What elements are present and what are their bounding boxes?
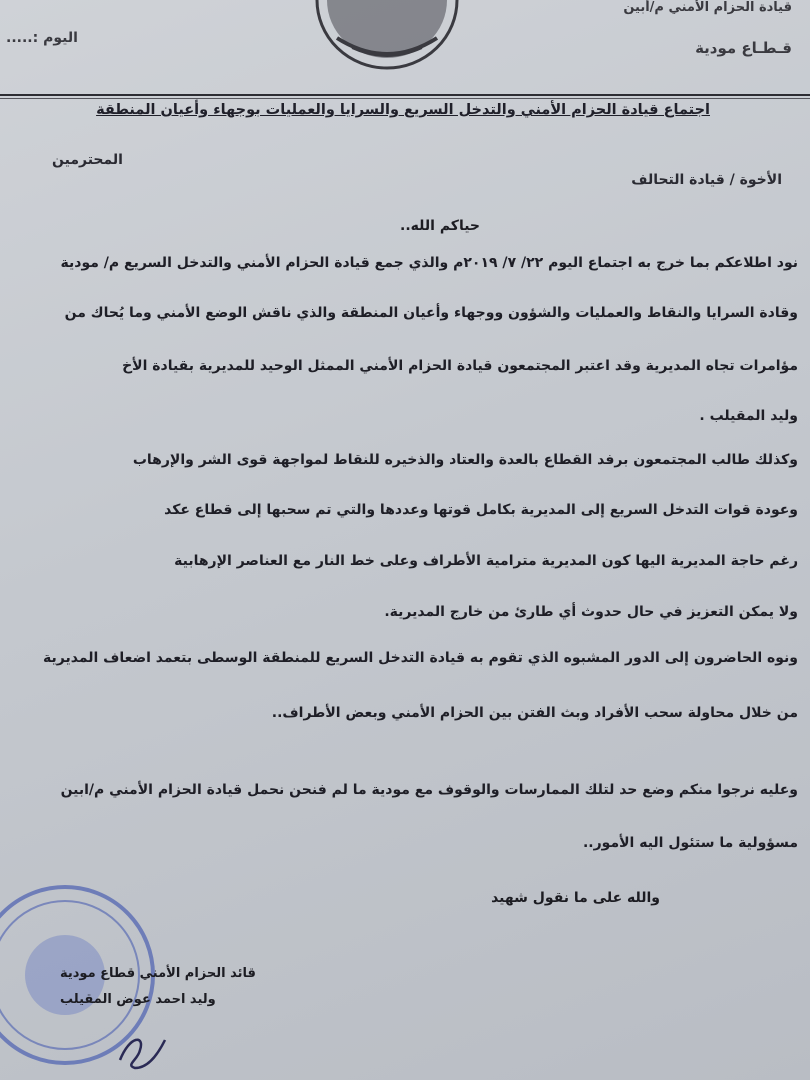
emblem-logo	[312, 0, 462, 72]
addressee: الأخوة / قيادة التحالف	[631, 172, 782, 188]
day-field: اليوم :.....	[6, 30, 78, 46]
body-line: مسؤولية ما ستئول اليه الأمور..	[582, 835, 798, 851]
header-divider-thin	[0, 98, 810, 99]
body-line: ولا يمكن التعزيز في حال حدوث أي طارئ من خارج المديرية.	[384, 604, 798, 620]
letterhead-right	[623, 0, 792, 57]
sector-name: قـطـاع مودية	[695, 39, 792, 57]
handwritten-signature	[110, 1030, 170, 1070]
body-line: نود اطلاعكم بما خرج به اجتماع اليوم ٢٢/ ٧/ ٢٠١٩م والذي جمع قيادة الحزام الأمني والتدخل السريع م/ مودية	[60, 255, 798, 271]
body-line: وقادة السرايا والنقاط والعمليات والشؤون ووجهاء وأعيان المنطقة والذي ناقش الوضع الأمني وما يُحاك من	[64, 305, 798, 321]
signature-name: وليد احمد عوض المقيلب	[60, 992, 216, 1007]
body-line: وليد المقيلب .	[699, 408, 798, 424]
body-line: ونوه الحاضرون إلى الدور المشبوه الذي تقوم به قيادة التدخل السريع للمنطقة الوسطى بتعمد اضعاف المديرية	[43, 650, 798, 666]
header-divider	[0, 94, 810, 96]
letter-subject: اجتماع قيادة الحزام الأمني والتدخل السريع والسرايا والعمليات بوجهاء وأعيان المنطقة	[96, 102, 710, 118]
salutation-respected: المحترمين	[52, 152, 123, 168]
body-line: وعودة قوات التدخل السريع إلى المديرية بكامل قوتها وعددها والتي تم سحبها إلى قطاع عكد	[164, 502, 798, 518]
greeting: حياكم الله..	[400, 218, 480, 234]
body-line: من خلال محاولة سحب الأفراد وبث الفتن بين الحزام الأمني وبعض الأطراف..	[271, 705, 798, 721]
closing-line: والله على ما نقول شهيد	[491, 890, 660, 906]
body-line: رغم حاجة المديرية اليها كون المديرية مترامية الأطراف وعلى خط النار مع العناصر الإرهابية	[174, 553, 798, 569]
unit-name: قيادة الحزام الأمني م/أبين	[623, 0, 792, 15]
body-line: وكذلك طالب المجتمعون برفد القطاع بالعدة والعتاد والذخيره للنقاط لمواجهة قوى الشر والإرهاب	[132, 452, 798, 468]
body-line: مؤامرات تجاه المديرية وقد اعتبر المجتمعون قيادة الحزام الأمني الممثل الوحيد للمديرية بقيادة الأخ	[122, 358, 798, 374]
body-line: وعليه نرجوا منكم وضع حد لتلك الممارسات والوقوف مع مودية ما لم فنحن نحمل قيادة الحزام الأمني م/ابين	[60, 782, 798, 798]
signature-title: قائد الحزام الأمني قطاع مودية	[60, 966, 256, 981]
